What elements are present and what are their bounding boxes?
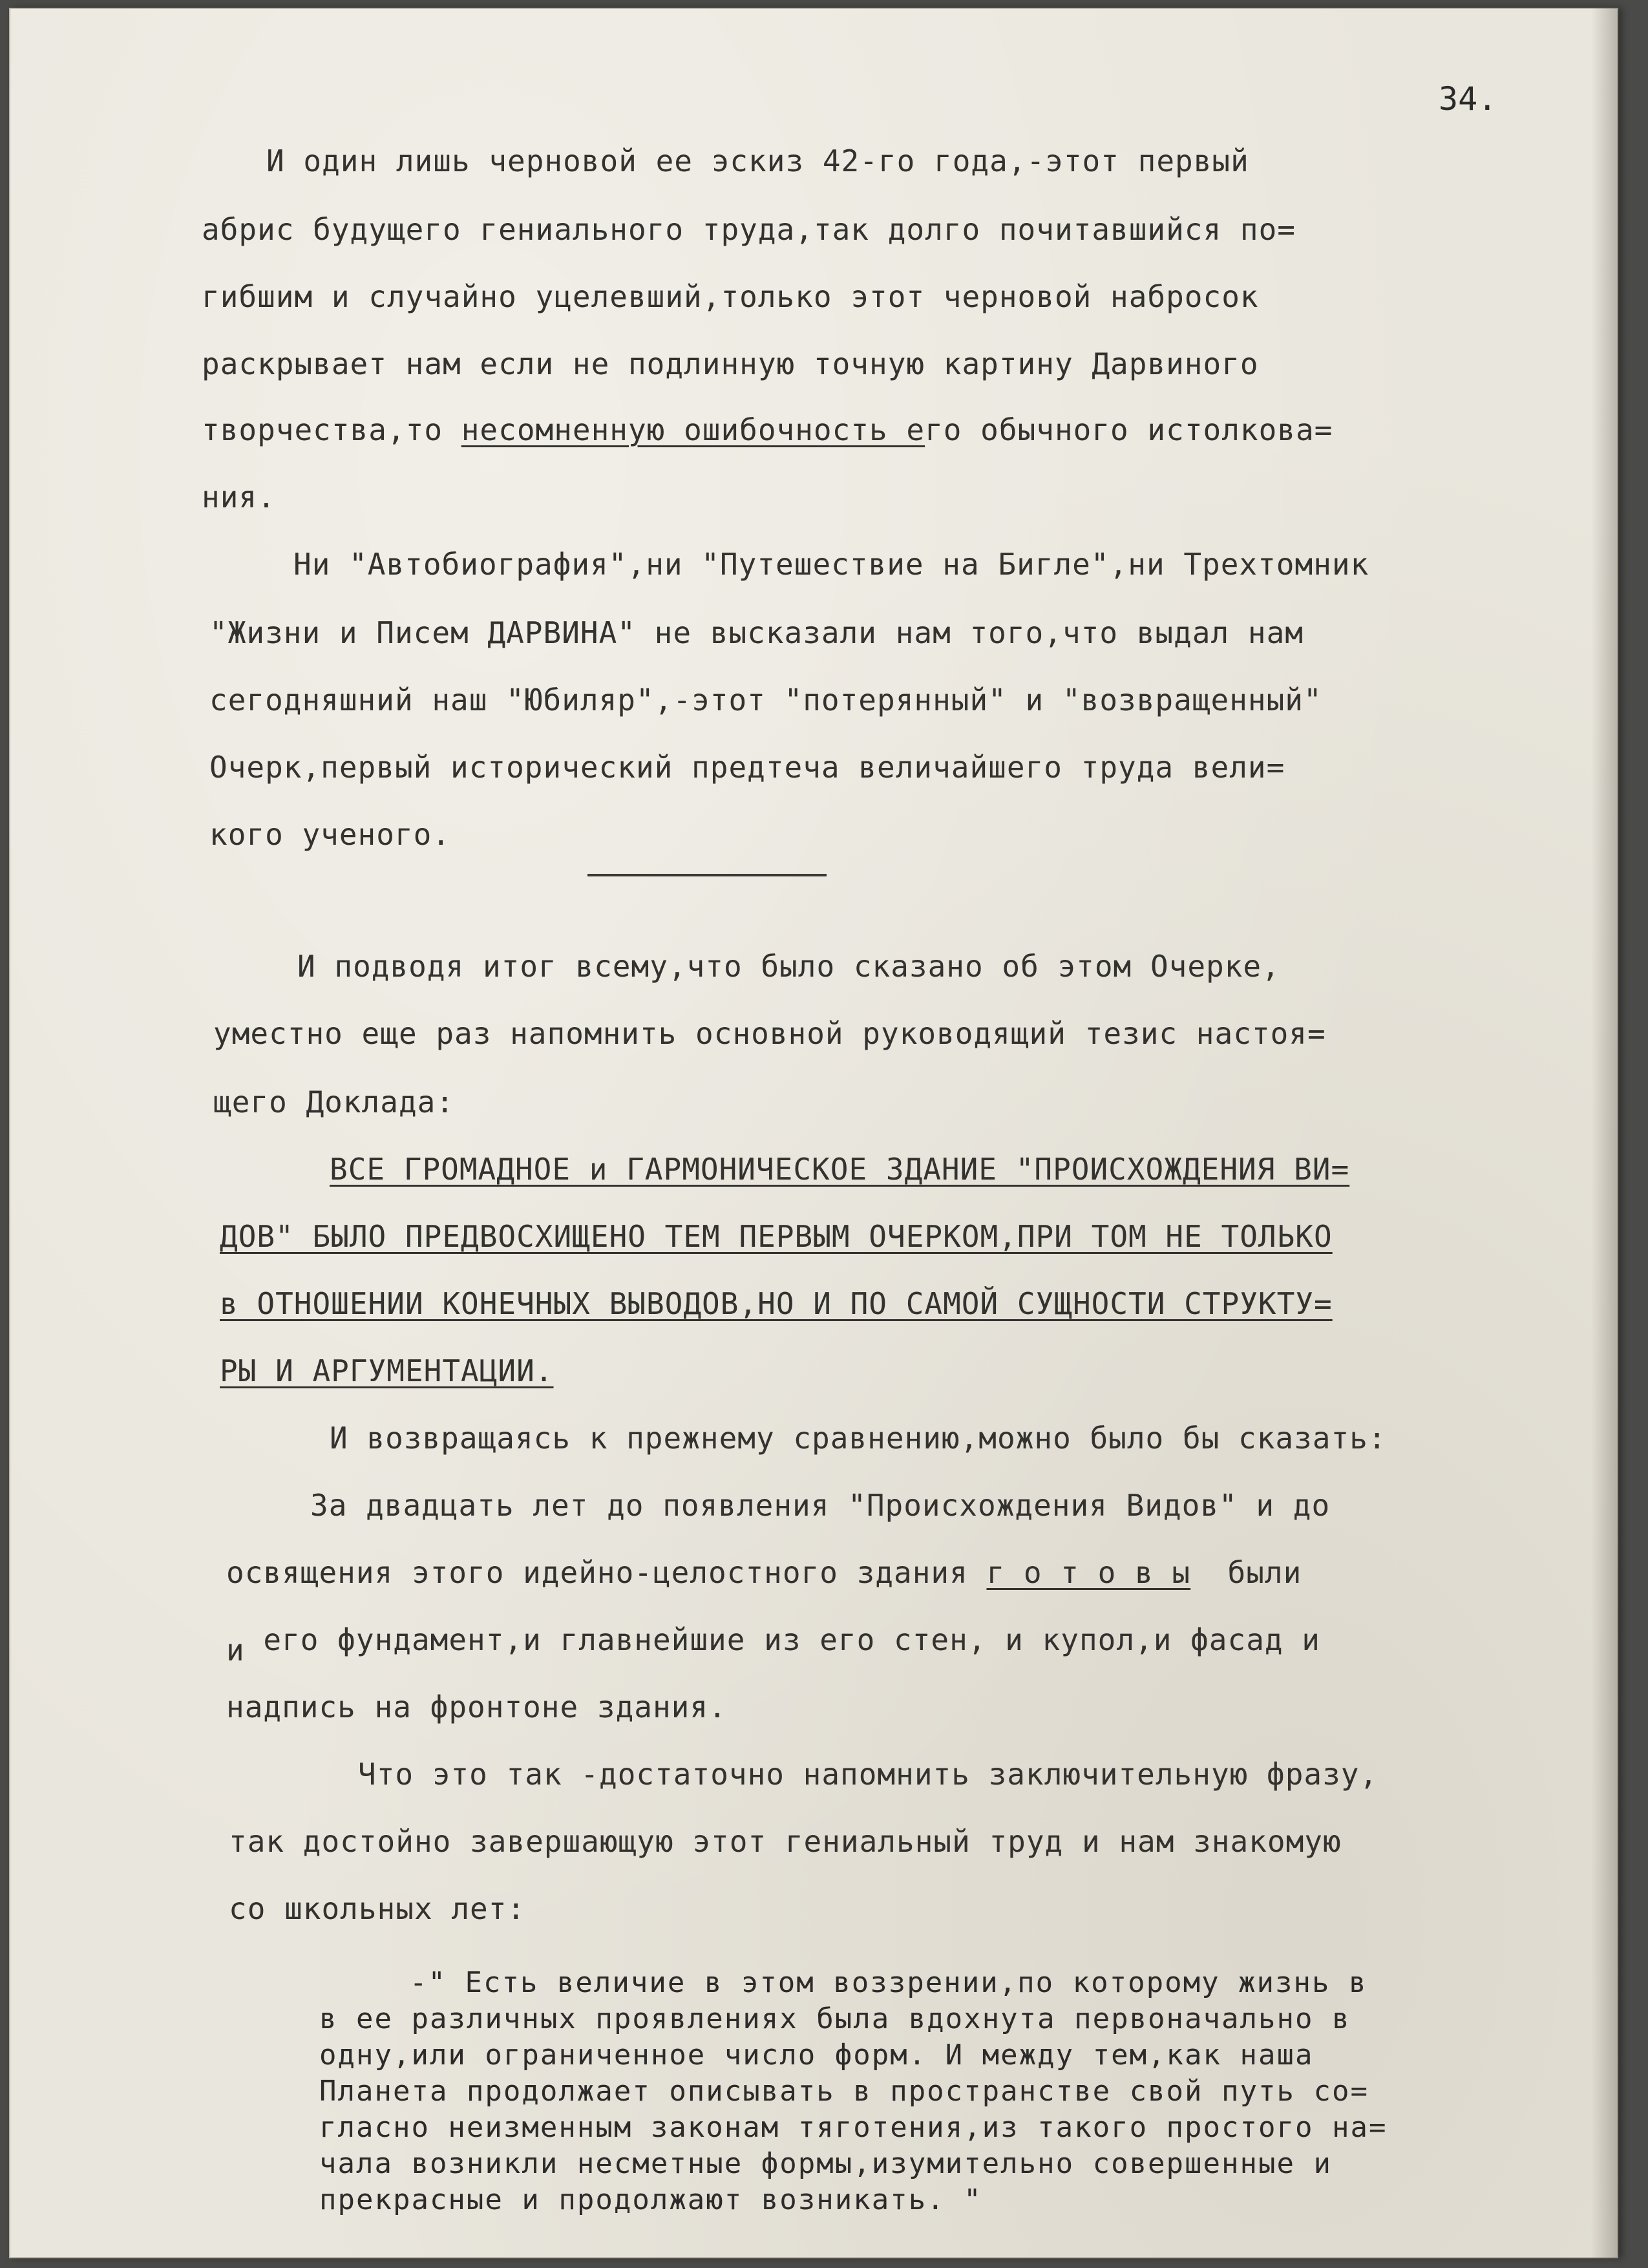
quote-line-6: чала возникли несметные формы,изумительно совершенные и (319, 2147, 1332, 2180)
paragraph-2-line-2: "Жизни и Писем ДАРВИНА" не высказали нам того,что выдал нам (209, 615, 1304, 650)
paragraph-2-line-1: Ни "Автобиография",ни "Путешествие на Бигле",ни Трехтомник (293, 547, 1369, 582)
paragraph-3-line-2: уместно еще раз напомнить основной руководящий тезис настоя= (213, 1016, 1326, 1051)
line-5-end: го обычного истолкова= (925, 412, 1333, 447)
paragraph-6-line-1: Что это так -достаточно напомнить заключительную фразу, (358, 1757, 1379, 1792)
paragraph-2-line-4: Очерк,первый исторический предтеча величайшего труда вели= (209, 750, 1285, 785)
line-end: были (1190, 1555, 1302, 1590)
thesis-line-1: ВСЕ ГРОМАДНОЕ и ГАРМОНИЧЕСКОЕ ЗДАНИЕ "ПРОИСХОЖДЕНИЯ ВИ= (330, 1152, 1350, 1187)
paragraph-6-line-3: со школьных лет: (229, 1891, 526, 1926)
paragraph-5-line-1: За двадцать лет до появления "Происхождения Видов" и до (310, 1488, 1331, 1523)
spaced-word-ready: г о т о в ы (986, 1555, 1191, 1590)
quote-line-2: в ее различных проявлениях была вдохнута первоначально в (319, 2002, 1351, 2035)
line-text: его фундамент,и главнейшие из его стен, и купол,и фасад и (244, 1622, 1320, 1657)
lowered-conjunction: и (226, 1633, 245, 1668)
paragraph-5-line-2 (226, 1555, 1302, 1590)
paragraph-1-line-3: гибшим и случайно уцелевший,только этот черновой набросок (202, 279, 1259, 314)
paragraph-1-line-6: ния. (202, 480, 276, 514)
paragraph-4-line-1: И возвращаясь к прежнему сравнению,можно было бы сказать: (330, 1421, 1387, 1456)
paragraph-3-line-3: щего Доклада: (213, 1085, 455, 1119)
paragraph-1-line-2: абрис будущего гениального труда,так долго почитавшийся по= (202, 212, 1296, 247)
quote-line-1: -" Есть величие в этом воззрении,по которому жизнь в (410, 1966, 1368, 1999)
thesis-line-4: РЫ И АРГУМЕНТАЦИИ. (220, 1353, 554, 1388)
line-start: освящения этого идейно-целостного здания (226, 1555, 987, 1590)
typewritten-page (9, 8, 1618, 2258)
paragraph-6-line-2: так достойно завершающую этот гениальный труд и нам знакомую (229, 1824, 1342, 1859)
underlined-phrase: несомненную ошибочность е (461, 412, 925, 447)
line-5-start: творчества,то (202, 412, 461, 447)
quote-line-7: прекрасные и продолжают возникать. " (319, 2183, 982, 2216)
page-number: 34. (1439, 80, 1497, 118)
paragraph-1-line-5 (202, 412, 1333, 447)
paragraph-1-line-1: И один лишь черновой ее эскиз 42-го года,-этот первый (266, 143, 1249, 178)
paragraph-1-line-4: раскрывает нам если не подлинную точную картину Дарвиного (202, 346, 1259, 381)
paragraph-3-line-1: И подводя итог всему,что было сказано об этом Очерке, (297, 949, 1280, 984)
paragraph-2-line-5: кого ученого. (209, 817, 451, 852)
thesis-line-3: в ОТНОШЕНИИ КОНЕЧНЫХ ВЫВОДОВ,НО И ПО САМОЙ СУЩНОСТИ СТРУКТУ= (220, 1286, 1333, 1321)
paragraph-5-line-4: надпись на фронтоне здания. (226, 1690, 727, 1724)
quote-line-3: одну,или ограниченное число форм. И между тем,как наша (319, 2039, 1314, 2072)
paragraph-5-line-3 (226, 1622, 1320, 1668)
thesis-line-2: ДОВ" БЫЛО ПРЕДВОСХИЩЕНО ТЕМ ПЕРВЫМ ОЧЕРКОМ,ПРИ ТОМ НЕ ТОЛЬКО (220, 1219, 1333, 1254)
paragraph-2-line-3: сегодняшний наш "Юбиляр",-этот "потерянный" и "возвращенный" (209, 683, 1322, 717)
quote-line-4: Планета продолжает описывать в пространстве свой путь со= (319, 2075, 1369, 2108)
quote-line-5: гласно неизменным законам тяготения,из такого простого на= (319, 2111, 1388, 2144)
page-edge-shadow (1591, 8, 1618, 2258)
section-divider (587, 874, 827, 876)
